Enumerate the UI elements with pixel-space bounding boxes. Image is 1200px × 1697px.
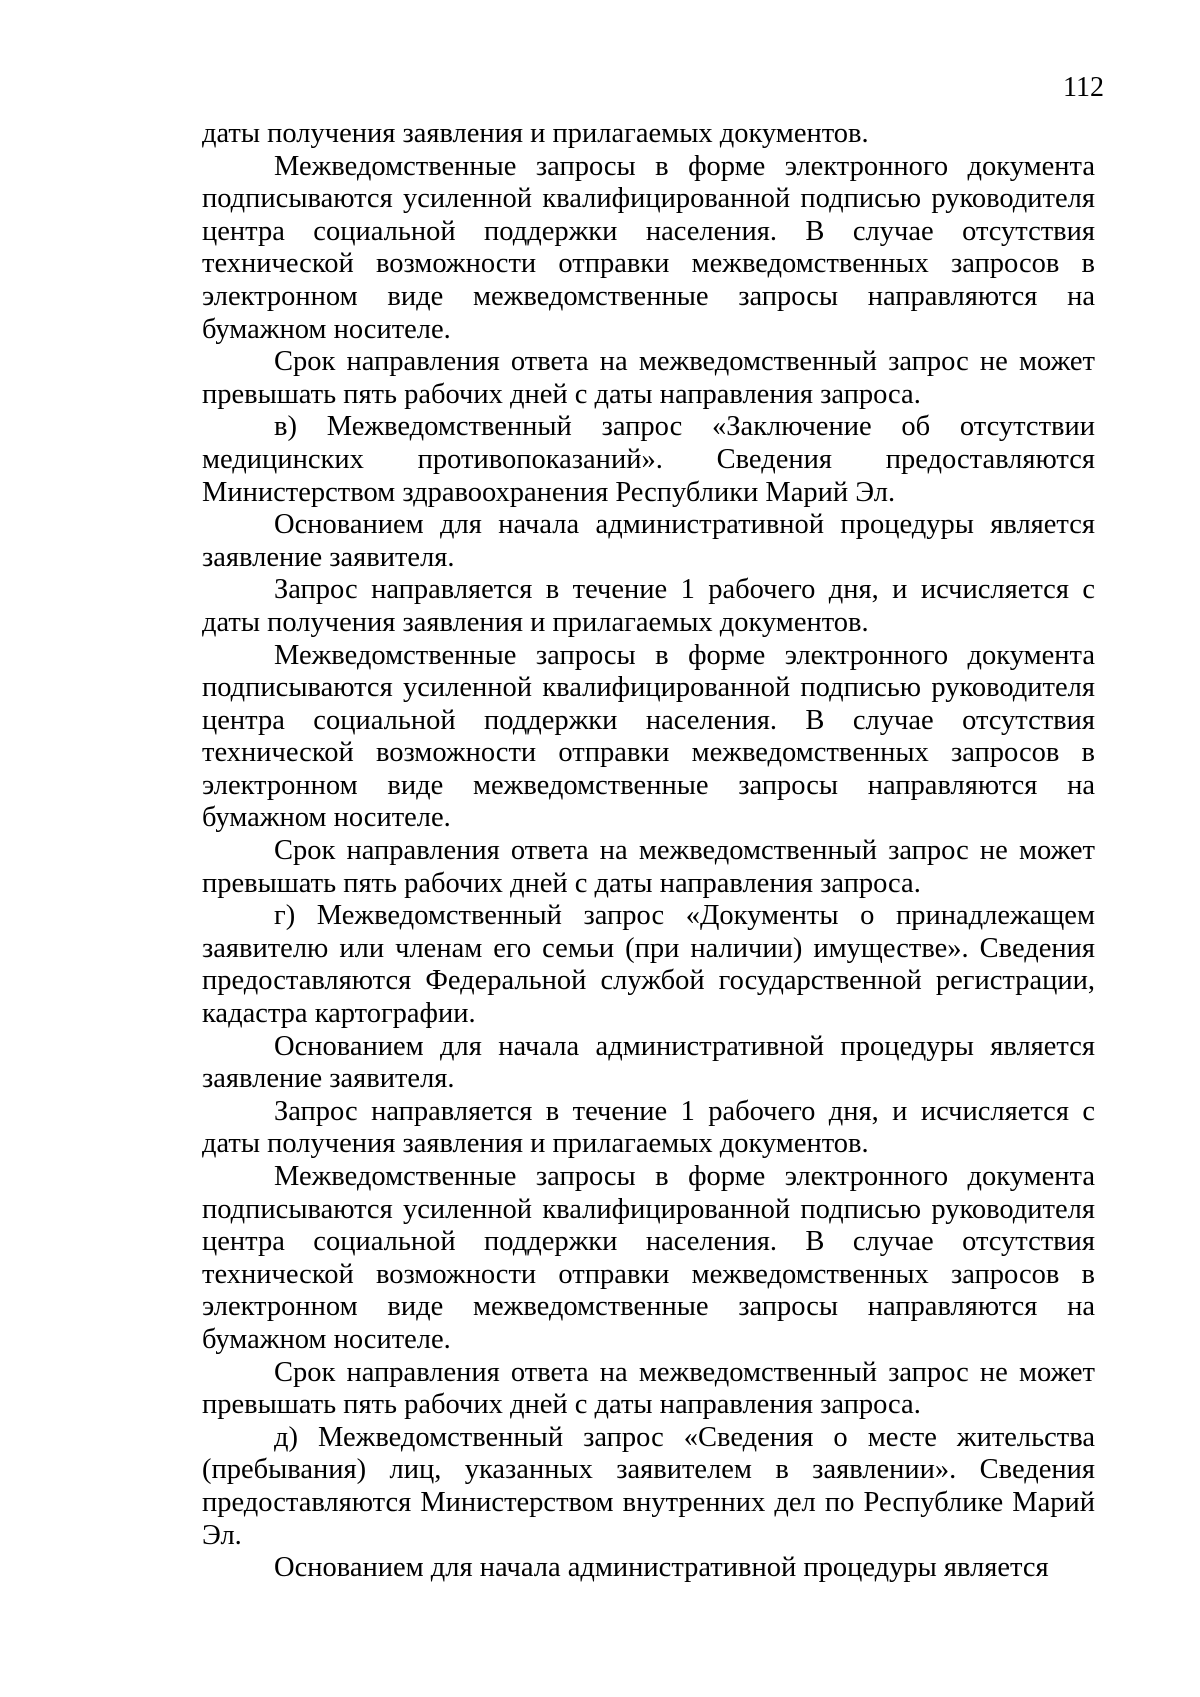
paragraph: Основанием для начала административной процедуры является заявление заявителя. <box>202 509 1095 573</box>
document-body <box>202 118 1095 1585</box>
paragraph: в) Межведомственный запрос «Заключение об отсутствии медицинских противопоказаний». Сведения предоставляются Министерством здравоохранения Республики Марий Эл. <box>202 411 1095 508</box>
paragraph: д) Межведомственный запрос «Сведения о месте жительства (пребывания) лиц, указанных заявителем в заявлении». Сведения предоставляются Министерством внутренних дел по Республике Марий Эл. <box>202 1421 1095 1551</box>
paragraph: Запрос направляется в течение 1 рабочего дня, и исчисляется с даты получения заявления и прилагаемых документов. <box>202 574 1095 638</box>
paragraph: даты получения заявления и прилагаемых документов. <box>202 118 869 149</box>
paragraph: Основанием для начала административной процедуры является <box>274 1552 1049 1584</box>
paragraph: Межведомственные запросы в форме электронного документа подписываются усиленной квалифицированной подписью руководителя центра социальной поддержки населения. В случае отсутствия технической возможности отправки межведомственных запросов в электронном виде межведомственные запросы направляются на бумажном носителе. <box>202 639 1095 834</box>
paragraph: Межведомственные запросы в форме электронного документа подписываются усиленной квалифицированной подписью руководителя центра социальной поддержки населения. В случае отсутствия технической возможности отправки межведомственных запросов в электронном виде межведомственные запросы направляются на бумажном носителе. <box>202 150 1095 345</box>
paragraph: Срок направления ответа на межведомственный запрос не может превышать пять рабочих дней с даты направления запроса. <box>202 346 1095 410</box>
paragraph: Основанием для начала административной процедуры является заявление заявителя. <box>202 1030 1095 1095</box>
paragraph: Запрос направляется в течение 1 рабочего дня, и исчисляется с даты получения заявления и прилагаемых документов. <box>202 1095 1095 1160</box>
paragraph: г) Межведомственный запрос «Документы о принадлежащем заявителю или членам его семьи (при наличии) имуществе». Сведения предоставляются Федеральной службой государственной регистрации, кадастра картографии. <box>202 900 1095 1030</box>
page-number: 112 <box>1063 72 1104 103</box>
paragraph: Межведомственные запросы в форме электронного документа подписываются усиленной квалифицированной подписью руководителя центра социальной поддержки населения. В случае отсутствия технической возможности отправки межведомственных запросов в электронном виде межведомственные запросы направляются на бумажном носителе. <box>202 1161 1095 1355</box>
paragraph: Срок направления ответа на межведомственный запрос не может превышать пять рабочих дней с даты направления запроса. <box>202 1356 1095 1421</box>
paragraph: Срок направления ответа на межведомственный запрос не может превышать пять рабочих дней с даты направления запроса. <box>202 835 1095 899</box>
